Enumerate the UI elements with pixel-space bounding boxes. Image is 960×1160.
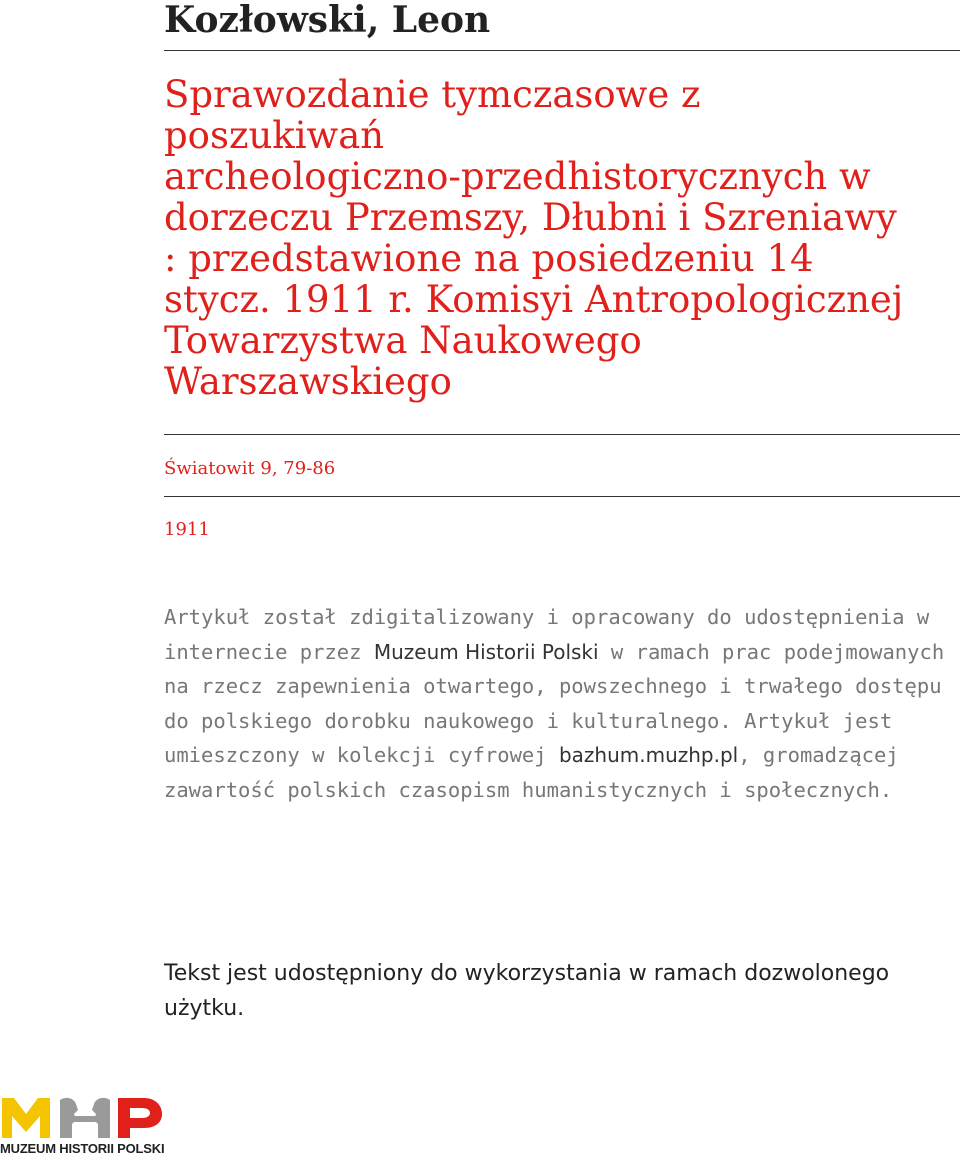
source-citation: Światowit 9, 79-86 [164,458,336,479]
title-line: poszukiwań [164,114,385,157]
divider-lower [164,496,960,497]
bazhum-link[interactable]: bazhum.muzhp.pl [558,743,739,767]
museum-logo-text: MUZEUM HISTORII POLSKI [0,1141,165,1156]
author-name: Kozłowski, Leon [164,0,491,41]
title-line: stycz. 1911 r. Komisyi Antropologicznej [164,278,904,321]
description-text: Artykuł został zdigitalizowany i opracowany do udostępnienia w internecie przez [164,605,930,664]
license-notice: Tekst jest udostępniony do wykorzystania w ramach dozwolonego użytku. [164,961,890,1021]
title-line: Warszawskiego [164,360,452,403]
mhp-logo-icon [0,1094,170,1142]
digitization-description [164,600,954,807]
title-line: dorzeczu Przemszy, Dłubni i Szreniawy [164,196,897,239]
title-line: Sprawozdanie tymczasowe z [164,73,701,116]
description-text: w ramach prac podejmowanych na rzecz zapewnienia otwartego, powszechnego i trwałego dostępu do polskiego dorobku naukowego i kulturalnego. Artykuł jest umieszczony w kolekcji cyfrowej [164,639,945,767]
divider-middle [164,434,960,435]
title-line: archeologiczno-przedhistorycznych w [164,155,871,198]
description-text: , gromadzącej zawartość polskich czasopism humanistycznych i społecznych. [164,743,899,802]
divider-top [164,50,960,51]
publication-year: 1911 [164,519,210,540]
title-line: Towarzystwa Naukowego [164,319,642,362]
title-line: : przedstawione na posiedzeniu 14 [164,237,814,280]
article-title [164,74,954,402]
museum-name: Muzeum Historii Polski [373,639,599,664]
